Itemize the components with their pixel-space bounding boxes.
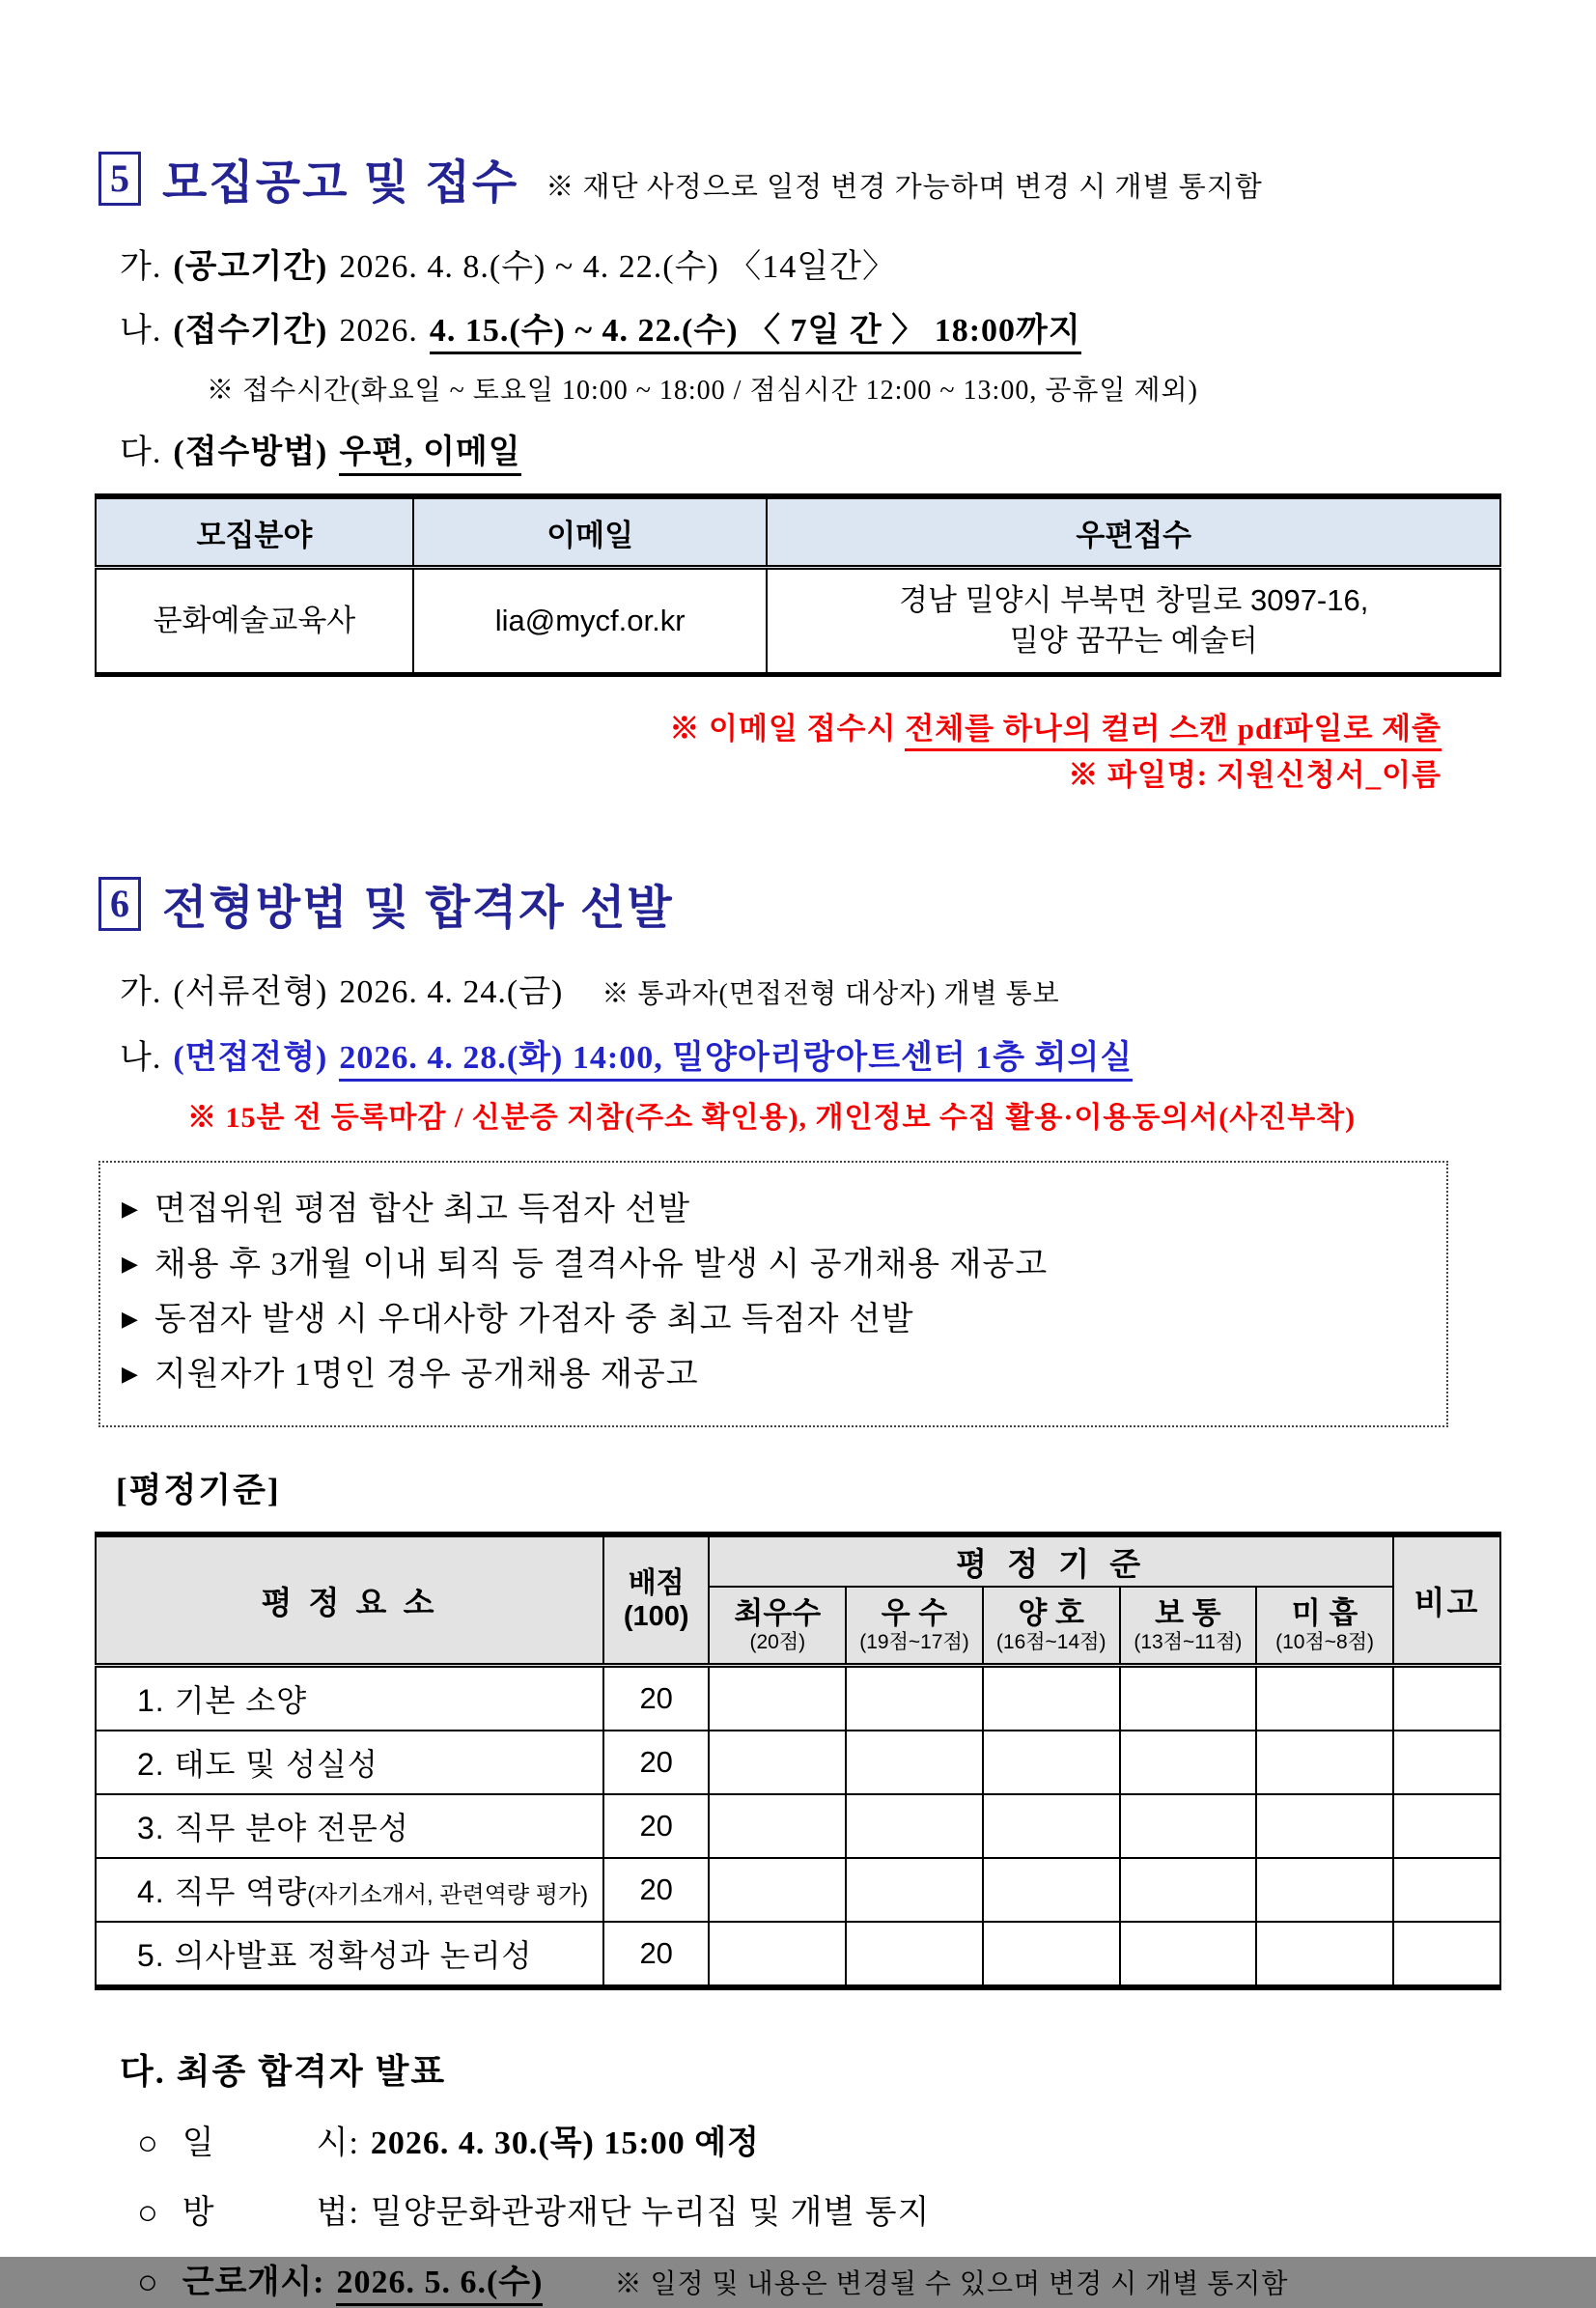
document-screening-line <box>120 970 1501 1018</box>
grade-cell-empty <box>1256 1794 1393 1858</box>
criteria-row: 2. 태도 및 성실성 20 <box>96 1731 1500 1794</box>
application-period-value: 4. 15.(수) ~ 4. 22.(수) 〈 7일 간 〉 18:00까지 <box>430 313 1081 354</box>
grade-cell-empty <box>846 1794 983 1858</box>
header-remark: 비고 <box>1393 1534 1500 1666</box>
grade-cell-empty <box>846 1731 983 1794</box>
grade-cell-empty <box>846 1922 983 1987</box>
criteria-row: 4. 직무 역량(자기소개서, 관련역량 평가) 20 <box>96 1858 1500 1922</box>
cell-postal <box>767 568 1500 675</box>
item-prefix: 가. <box>120 974 162 1010</box>
grade-cell-empty <box>983 1858 1120 1922</box>
interview-label: (면접전형) <box>173 1040 328 1076</box>
header-grade-poor: 미 흡 (10점~8점) <box>1256 1587 1393 1666</box>
application-method-label: (접수방법) <box>173 435 328 470</box>
cell-email: lia@mycf.or.kr <box>413 568 768 675</box>
section6-title: 전형방법 및 합격자 선발 <box>162 883 674 934</box>
application-period-line <box>120 308 1501 354</box>
grade-cell-empty <box>1256 1858 1393 1922</box>
grade-cell-empty <box>709 1922 846 1987</box>
grade-cell-empty <box>846 1666 983 1731</box>
interview-line <box>120 1035 1501 1082</box>
notice-period-value: 2026. 4. 8.(수) ~ 4. 22.(수) 〈14일간〉 <box>339 249 896 285</box>
grade-cell-empty <box>1256 1731 1393 1794</box>
item-prefix: 가. <box>120 249 162 285</box>
work-start-line <box>137 2258 1501 2308</box>
final-method-line <box>137 2188 1501 2237</box>
reception-hours-note: ※ 접수시간(화요일 ~ 토요일 10:00 ~ 18:00 / 점심시간 12:00 ~ 13:00, 공휴일 제외) <box>207 376 1198 406</box>
grade-cell-empty <box>983 1666 1120 1731</box>
grade-cell-empty <box>1120 1858 1257 1922</box>
criteria-row: 1. 기본 소양 20 <box>96 1666 1500 1731</box>
section6-number: 6 <box>110 882 129 925</box>
document-screening-date: 2026. 4. 24.(금) <box>339 974 564 1010</box>
grade-cell-empty <box>1120 1731 1257 1794</box>
application-contact-table <box>95 493 1501 677</box>
header-grade-excellent: 우 수 (19점~17점) <box>846 1587 983 1666</box>
header-recruit-field: 모집분야 <box>96 496 413 568</box>
header-grade-average: 보 통 (13점~11점) <box>1120 1587 1257 1666</box>
triangle-bullet-icon: ▶ <box>122 1196 139 1221</box>
file-name-note: ※ 파일명: 지원신청서_이름 <box>1068 758 1442 792</box>
section5-number: 5 <box>110 156 129 200</box>
notice-period-line <box>120 244 1501 291</box>
criteria-section-label: [평정기준] <box>116 1472 281 1509</box>
work-start-value: 2026. 5. 6.(수) <box>336 2265 543 2306</box>
final-method-label: 방 법: <box>182 2195 359 2231</box>
interview-instructions-note: ※ 15분 전 등록마감 / 신분증 지참(주소 확인용), 개인정보 수집 활용·이용동의서(사진부착) <box>187 1102 1357 1134</box>
criteria-header-row1 <box>96 1534 1500 1587</box>
grade-cell-empty <box>1120 1922 1257 1987</box>
final-datetime-label: 일 시: <box>182 2125 359 2161</box>
triangle-bullet-icon: ▶ <box>122 1307 139 1331</box>
circle-bullet-icon: ○ <box>137 2193 159 2232</box>
circle-bullet-icon: ○ <box>137 2124 159 2162</box>
grade-cell-empty <box>1256 1922 1393 1987</box>
circle-bullet-icon: ○ <box>137 2263 159 2301</box>
application-method-line <box>120 430 1501 476</box>
cell-recruit-field: 문화예술교육사 <box>96 568 413 675</box>
selection-rule-item: ▶ 채용 후 3개월 이내 퇴직 등 결격사유 발생 시 공개채용 재공고 <box>122 1247 1049 1282</box>
triangle-bullet-icon: ▶ <box>122 1362 139 1386</box>
grade-cell-empty <box>709 1666 846 1731</box>
grade-cell-empty <box>709 1794 846 1858</box>
grade-cell-empty <box>1120 1794 1257 1858</box>
grade-cell-empty <box>709 1731 846 1794</box>
header-grade-good: 양 호 (16점~14점) <box>983 1587 1120 1666</box>
header-email: 이메일 <box>413 496 768 568</box>
postal-address-line1: 경남 밀양시 부북면 창밀로 3097-16, <box>899 583 1369 617</box>
email-submission-notes <box>95 706 1501 799</box>
section6-heading <box>98 870 1501 937</box>
item-prefix: 나. <box>120 1040 162 1076</box>
criteria-row: 5. 의사발표 정확성과 논리성 20 <box>96 1922 1500 1987</box>
item-prefix: 다. <box>120 435 162 470</box>
postal-address-line2: 밀양 꿈꾸는 예술터 <box>1009 624 1258 658</box>
grade-cell-empty <box>1120 1666 1257 1731</box>
section5-heading <box>98 145 1501 211</box>
evaluation-criteria-table <box>95 1532 1501 1990</box>
interview-datetime-location: 2026. 4. 28.(화) 14:00, 밀양아리랑아트센터 1층 회의실 <box>339 1040 1133 1082</box>
email-submission-note1-underline: 전체를 하나의 컬러 스캔 pdf파일로 제출 <box>905 712 1442 751</box>
selection-rule-item: ▶ 지원자가 1명인 경우 공개채용 재공고 <box>122 1357 699 1393</box>
selection-rule-item: ▶ 동점자 발생 시 우대사항 가점자 중 최고 득점자 선발 <box>122 1302 914 1337</box>
section5-title: 모집공고 및 접수 <box>162 157 519 209</box>
remark-cell-empty <box>1393 1922 1500 1987</box>
final-announcement-heading: 다. 최종 합격자 발표 <box>120 2052 447 2091</box>
header-criteria-group: 평 정 기 준 <box>709 1534 1392 1587</box>
table-row <box>96 568 1500 675</box>
grade-cell-empty <box>846 1858 983 1922</box>
application-period-year: 2026. <box>339 313 418 349</box>
triangle-bullet-icon: ▶ <box>122 1252 139 1276</box>
document-screening-note: ※ 통과자(면접전형 대상자) 개별 통보 <box>602 979 1060 1009</box>
section6-number-box <box>98 877 141 931</box>
section5-title-note: ※ 재단 사정으로 일정 변경 가능하며 변경 시 개별 통지함 <box>546 172 1263 203</box>
header-evaluation-factor: 평 정 요 소 <box>96 1534 603 1666</box>
header-score: 배점 (100) <box>603 1534 710 1666</box>
grade-cell-empty <box>983 1731 1120 1794</box>
application-period-label: (접수기간) <box>173 313 328 349</box>
document-screening-label: (서류전형) <box>173 974 328 1010</box>
notice-period-label: (공고기간) <box>173 249 328 285</box>
criteria-row: 3. 직무 분야 전문성 20 <box>96 1794 1500 1858</box>
selection-rules-box <box>98 1161 1448 1427</box>
final-datetime-value: 2026. 4. 30.(목) 15:00 예정 <box>370 2125 760 2161</box>
remark-cell-empty <box>1393 1666 1500 1731</box>
header-postal: 우편접수 <box>767 496 1500 568</box>
final-datetime-line <box>137 2119 1501 2167</box>
header-grade-best: 최우수 (20점) <box>709 1587 846 1666</box>
item-prefix: 나. <box>120 313 162 349</box>
grade-cell-empty <box>983 1922 1120 1987</box>
selection-rule-item: ▶ 면접위원 평점 합산 최고 득점자 선발 <box>122 1192 691 1227</box>
grade-cell-empty <box>1256 1666 1393 1731</box>
section5-number-box <box>98 152 141 206</box>
remark-cell-empty <box>1393 1858 1500 1922</box>
work-start-label: 근로개시: <box>182 2265 325 2300</box>
grade-cell-empty <box>983 1794 1120 1858</box>
table-header-row <box>96 496 1500 568</box>
application-method-value: 우편, 이메일 <box>339 435 520 476</box>
remark-cell-empty <box>1393 1731 1500 1794</box>
work-start-note: ※ 일정 및 내용은 변경될 수 있으며 변경 시 개별 통지함 <box>614 2269 1289 2299</box>
final-method-value: 밀양문화관광재단 누리집 및 개별 통지 <box>370 2195 931 2231</box>
grade-cell-empty <box>709 1858 846 1922</box>
email-submission-note1: ※ 이메일 접수시 전체를 하나의 컬러 스캔 pdf파일로 제출 <box>95 706 1442 752</box>
remark-cell-empty <box>1393 1794 1500 1858</box>
